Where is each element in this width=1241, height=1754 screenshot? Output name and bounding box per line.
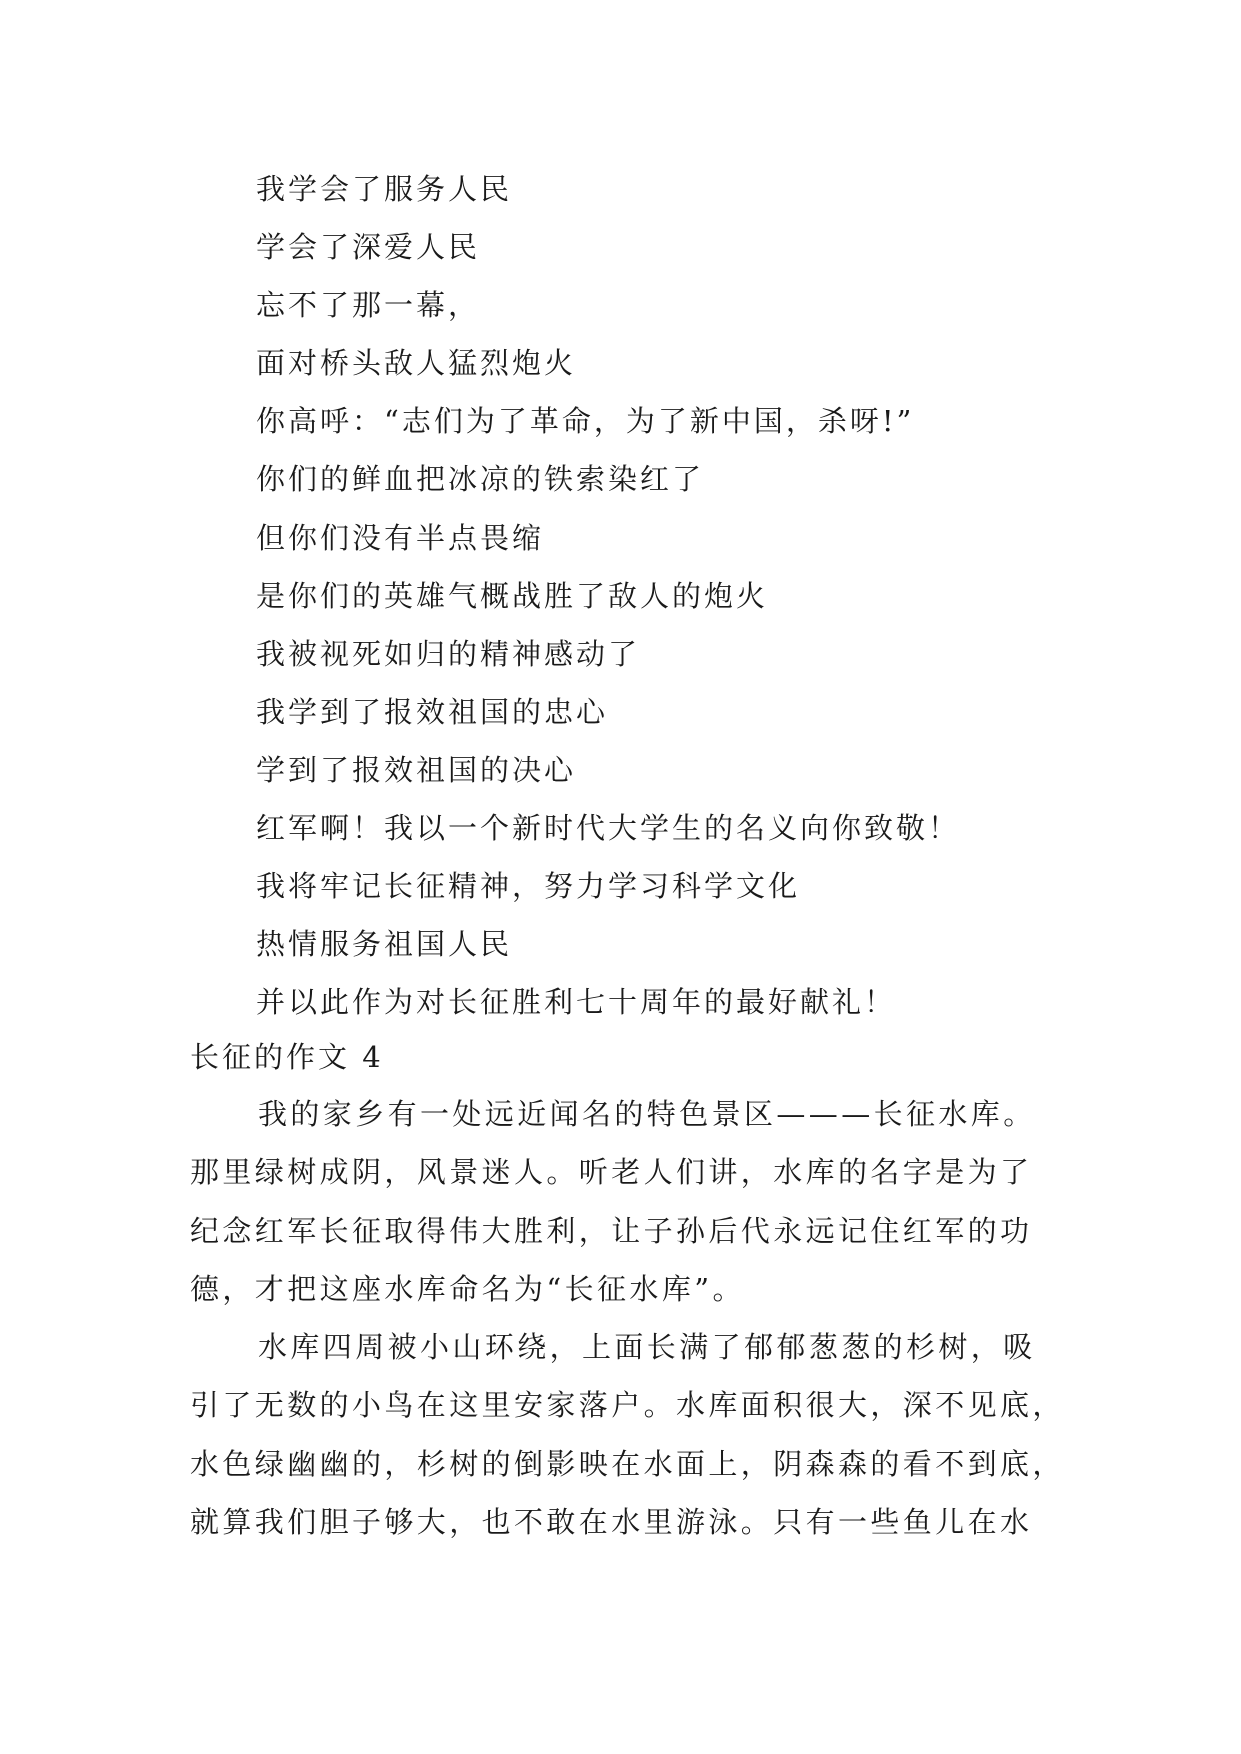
poem-line: 红军啊！我以一个新时代大学生的名义向你致敬！ (256, 811, 961, 846)
paragraph-line: 水色绿幽幽的，杉树的倒影映在水面上，阴森森的看不到底， (190, 1446, 1065, 1481)
poem-line: 你们的鲜血把冰凉的铁索染红了 (256, 462, 705, 497)
poem-line: 你高呼：“志们为了革命，为了新中国，杀呀!” (256, 404, 915, 439)
poem-line: 热情服务祖国人民 (256, 927, 513, 962)
poem-line: 但你们没有半点畏缩 (256, 520, 545, 555)
essay-title: 长征的作文 4 (190, 1040, 384, 1074)
paragraph-line: 德，才把这座水库命名为“长征水库”。 (190, 1271, 745, 1306)
poem-line: 并以此作为对长征胜利七十周年的最好献礼！ (256, 985, 897, 1020)
poem-line: 我学会了服务人民 (256, 172, 513, 206)
paragraph-line: 我的家乡有一处远近闻名的特色景区———长征水库。 (258, 1097, 1036, 1131)
poem-block (256, 160, 960, 1031)
paragraph-line: 那里绿树成阴，风景迷人。听老人们讲，水库的名字是为了 (190, 1155, 1033, 1190)
poem-line: 我学到了报效祖国的忠心 (256, 694, 609, 729)
paragraph-line: 纪念红军长征取得伟大胜利，让子孙后代永远记住红军的功 (190, 1213, 1033, 1248)
paragraph-line: 就算我们胆子够大，也不敢在水里游泳。只有一些鱼儿在水 (190, 1504, 1033, 1539)
poem-line: 学到了报效祖国的决心 (256, 752, 577, 787)
poem-line: 是你们的英雄气概战胜了敌人的炮火 (256, 578, 769, 613)
poem-line: 学会了深爱人民 (256, 230, 481, 265)
paragraph-2 (190, 1318, 1065, 1551)
paragraph-1 (190, 1085, 1036, 1318)
poem-line: 忘不了那一幕， (256, 288, 481, 323)
paragraph-line: 引了无数的小鸟在这里安家落户。水库面积很大，深不见底， (190, 1388, 1065, 1423)
paragraph-line: 水库四周被小山环绕，上面长满了郁郁葱葱的杉树，吸 (258, 1330, 1036, 1364)
poem-line: 我被视死如归的精神感动了 (256, 636, 641, 671)
poem-line: 面对桥头敌人猛烈炮火 (256, 346, 577, 381)
poem-line: 我将牢记长征精神，努力学习科学文化 (256, 869, 801, 904)
